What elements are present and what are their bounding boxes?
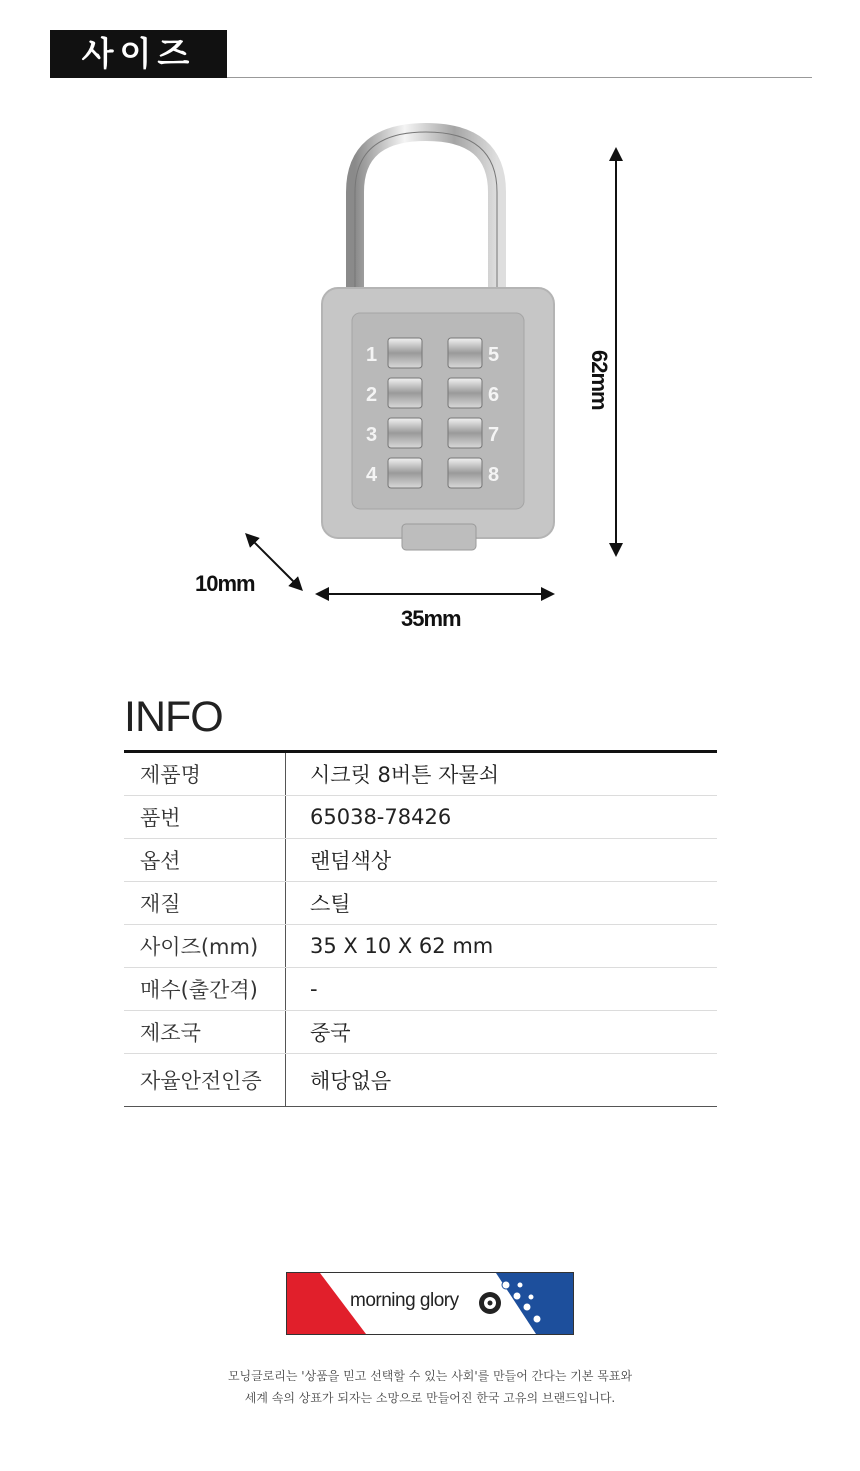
row-label: 자율안전인증: [124, 1054, 286, 1107]
lock-button-number: 1: [366, 344, 378, 366]
lock-button: [448, 418, 482, 448]
lock-button: [388, 418, 422, 448]
lock-button-number: 3: [366, 424, 378, 446]
info-table: [124, 750, 717, 1107]
row-label: 옵션: [124, 839, 286, 882]
row-value: 스틸: [286, 882, 718, 925]
row-label: 품번: [124, 796, 286, 839]
shackle: [355, 132, 497, 290]
info-title: INFO: [124, 693, 223, 741]
depth-dimension-label: 10mm: [195, 571, 255, 596]
lock-button-number: 8: [488, 464, 500, 486]
product-image: [180, 110, 680, 650]
section-divider: [227, 77, 812, 78]
row-value: 시크릿 8버튼 자물쇠: [286, 752, 718, 796]
row-value: 랜덤색상: [286, 839, 718, 882]
brand-name: morning glory: [350, 1290, 459, 1311]
table-row: [124, 1011, 717, 1054]
table-row: [124, 1054, 717, 1107]
row-value: -: [286, 968, 718, 1011]
table-row: [124, 882, 717, 925]
lock-button-number: 4: [366, 464, 378, 486]
brand-description-line: 세계 속의 상표가 되자는 소망으로 만들어진 한국 고유의 브랜드입니다.: [244, 1391, 616, 1405]
row-value: 65038-78426: [286, 796, 718, 839]
row-label: 사이즈(mm): [124, 925, 286, 968]
brand-description: [0, 1365, 860, 1409]
row-value: 해당없음: [310, 1069, 392, 1093]
depth-arrow: [250, 538, 298, 586]
table-row: [124, 752, 717, 796]
lock-button: [448, 378, 482, 408]
lock-button: [448, 338, 482, 368]
row-label: 재질: [124, 882, 286, 925]
lock-button-number: 2: [366, 384, 378, 406]
lock-button-number: 6: [488, 384, 500, 406]
section-title: 사이즈: [50, 30, 227, 78]
row-value: 35 X 10 X 62 mm: [286, 925, 718, 968]
lock-button-number: 5: [488, 344, 500, 366]
lock-button: [388, 458, 422, 488]
row-label: 제조국: [124, 1011, 286, 1054]
row-label: 매수(출간격): [124, 968, 286, 1011]
lock-button: [388, 378, 422, 408]
table-row: [124, 796, 717, 839]
table-row: [124, 839, 717, 882]
height-dimension-label: 62mm: [587, 350, 612, 410]
brand-description-line: 모닝글로리는 '상품을 믿고 선택할 수 있는 사회'를 만들어 간다는 기본 목표와: [227, 1369, 633, 1383]
row-value: 중국: [286, 1011, 718, 1054]
brand-logo: [286, 1272, 574, 1335]
lock-button: [388, 338, 422, 368]
width-dimension-label: 35mm: [401, 606, 461, 631]
section-header: [50, 30, 812, 78]
flower-icon: [479, 1292, 501, 1314]
table-row: [124, 925, 717, 968]
lock-button: [448, 458, 482, 488]
table-row: [124, 968, 717, 1011]
lock-button-number: 7: [488, 424, 500, 446]
row-label: 제품명: [124, 752, 286, 796]
